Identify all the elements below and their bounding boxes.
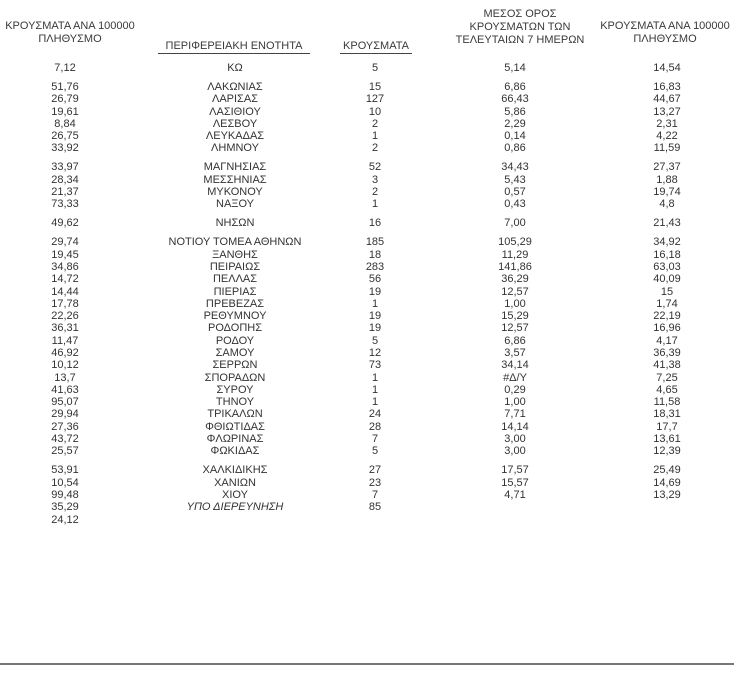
table-row <box>0 198 734 210</box>
cell-cases-per-100k-right: 4,17 <box>656 334 678 347</box>
table-row <box>0 217 734 229</box>
cell-regional-unit: ΣΑΜΟΥ <box>215 346 255 359</box>
cell-7day-average: 105,29 <box>498 236 532 249</box>
cell-cases-per-100k-left: 8,84 <box>54 117 76 130</box>
cell-cases-per-100k-left: 53,91 <box>51 464 79 477</box>
table-row <box>0 174 734 186</box>
cell-cases-per-100k-right: 4,8 <box>659 198 675 211</box>
cell-cases-per-100k-left: 22,26 <box>51 310 79 323</box>
cell-cases: 1 <box>371 130 379 143</box>
cell-cases-per-100k-right: 27,37 <box>653 161 681 174</box>
cell-regional-unit: ΝΟΤΙΟΥ ΤΟΜΕΑ ΑΘΗΝΩΝ <box>168 236 302 249</box>
cell-7day-average: 5,86 <box>504 105 526 118</box>
row-spacer <box>0 458 734 465</box>
cell-cases-per-100k-left: 14,44 <box>51 285 79 298</box>
cell-cases-per-100k-left: 26,79 <box>51 93 79 106</box>
cell-7day-average: 11,29 <box>501 248 529 261</box>
table-row <box>0 273 734 285</box>
cell-cases-per-100k-left: 95,07 <box>51 396 79 409</box>
cell-cases: 19 <box>368 322 382 335</box>
cell-cases: 15 <box>368 80 382 93</box>
cell-cases: 127 <box>365 93 385 106</box>
cell-cases: 5 <box>371 62 379 74</box>
cell-cases-per-100k-left: 46,92 <box>51 346 79 359</box>
cell-cases-per-100k-right: 41,38 <box>653 359 681 372</box>
cell-cases: 16 <box>368 217 382 230</box>
cell-cases-per-100k-right: 34,92 <box>653 236 681 249</box>
cell-cases-per-100k-right: 1,74 <box>656 297 678 310</box>
bottom-divider <box>0 663 734 665</box>
cell-7day-average: 15,57 <box>501 476 529 489</box>
header-cases-per-100k-left-text: ΚΡΟΥΣΜΑΤΑ ΑΝΑ 100000 ΠΛΗΘΥΣΜΟ <box>5 20 135 45</box>
cell-7day-average: 3,00 <box>504 445 526 458</box>
cell-regional-unit: ΛΕΥΚΑΔΑΣ <box>205 130 265 143</box>
cell-regional-unit: ΦΩΚΙΔΑΣ <box>210 445 260 458</box>
cell-7day-average: 66,43 <box>501 93 529 106</box>
cell-cases-per-100k-right: 40,09 <box>653 273 681 286</box>
cell-regional-unit: ΤΡΙΚΑΛΩΝ <box>207 408 263 421</box>
cell-cases: 10 <box>368 105 382 118</box>
cell-cases-per-100k-right: 12,39 <box>653 445 681 458</box>
table-row <box>0 372 734 384</box>
cell-cases-per-100k-right: 4,22 <box>656 130 678 143</box>
header-cases: ΚΡΟΥΣΜΑΤΑ <box>340 40 412 54</box>
cell-7day-average: 36,29 <box>501 273 529 286</box>
table-row <box>0 347 734 359</box>
table-row <box>0 359 734 371</box>
cell-cases-per-100k-right: 1,88 <box>656 173 678 186</box>
data-table <box>0 62 734 526</box>
cell-cases: 1 <box>371 396 379 409</box>
cell-cases-per-100k-right: 2,31 <box>656 117 678 130</box>
table-row <box>0 142 734 154</box>
row-spacer <box>0 211 734 218</box>
cell-cases-per-100k-right: 14,69 <box>653 476 681 489</box>
cell-cases-per-100k-right: 11,58 <box>653 396 681 409</box>
table-row <box>0 118 734 130</box>
cell-cases-per-100k-left: 19,61 <box>51 105 79 118</box>
table-row <box>0 384 734 396</box>
cell-regional-unit: ΚΩ <box>227 62 243 74</box>
cell-cases-per-100k-left: 10,12 <box>51 359 79 372</box>
cell-cases-per-100k-left: 41,63 <box>51 383 79 396</box>
cell-cases: 7 <box>371 433 379 446</box>
row-spacer <box>0 230 734 237</box>
cell-7day-average: 1,00 <box>504 396 526 409</box>
table-row <box>0 310 734 322</box>
table-row <box>0 445 734 457</box>
cell-regional-unit: ΛΗΜΝΟΥ <box>211 142 259 155</box>
cell-cases-per-100k-left: 17,78 <box>51 297 79 310</box>
cell-7day-average: 12,57 <box>501 322 529 335</box>
cell-cases-per-100k-right: 16,83 <box>653 80 681 93</box>
cell-7day-average: 34,43 <box>501 161 529 174</box>
cell-regional-unit: ΧΙΟΥ <box>222 488 248 501</box>
cell-regional-unit: ΛΑΡΙΣΑΣ <box>211 93 258 106</box>
cell-7day-average: 141,86 <box>498 260 532 273</box>
cell-7day-average: 4,71 <box>504 488 526 501</box>
cell-cases-per-100k-left: 33,97 <box>51 161 79 174</box>
row-spacer <box>0 74 734 81</box>
cell-cases-per-100k-left: 29,94 <box>51 408 79 421</box>
cell-cases-per-100k-left: 11,47 <box>51 334 79 347</box>
cell-cases-per-100k-right: 63,03 <box>653 260 681 273</box>
table-row <box>0 322 734 334</box>
cell-cases: 283 <box>365 260 385 273</box>
cell-cases: 56 <box>368 273 382 286</box>
cell-cases-per-100k-right: 13,27 <box>653 105 681 118</box>
cell-regional-unit: ΠΕΙΡΑΙΩΣ <box>209 260 261 273</box>
header-regional-unit: ΠΕΡΙΦΕΡΕΙΑΚΗ ΕΝΟΤΗΤΑ <box>158 40 310 54</box>
cell-cases: 3 <box>371 173 379 186</box>
cell-7day-average: 1,00 <box>504 297 526 310</box>
table-row <box>0 477 734 489</box>
cell-cases: 19 <box>368 285 382 298</box>
cell-7day-average: 5,14 <box>504 62 526 74</box>
cell-cases: 1 <box>371 198 379 211</box>
cell-regional-unit: ΞΑΝΘΗΣ <box>212 248 258 261</box>
header-7day-average: ΜΕΣΟΣ ΟΡΟΣ ΚΡΟΥΣΜΑΤΩΝ ΤΩΝ ΤΕΛΕΥΤΑΙΩΝ 7 ΗΜΕΡΩΝ <box>455 8 585 46</box>
cell-cases: 27 <box>368 464 382 477</box>
cell-cases-per-100k-left: 19,45 <box>51 248 79 261</box>
table-row <box>0 161 734 173</box>
cell-cases-per-100k-left: 27,36 <box>51 420 79 433</box>
cell-cases: 24 <box>368 408 382 421</box>
cell-cases: 23 <box>368 476 382 489</box>
cell-regional-unit: ΣΕΡΡΩΝ <box>212 359 258 372</box>
table-row <box>0 81 734 93</box>
table-row <box>0 62 734 74</box>
cell-cases-per-100k-left: 21,37 <box>51 186 79 199</box>
cell-cases-per-100k-right: 17,7 <box>656 420 678 433</box>
cell-cases: 12 <box>368 346 382 359</box>
cell-cases-per-100k-right: 13,29 <box>653 488 681 501</box>
cell-cases-per-100k-right: 22,19 <box>653 310 681 323</box>
cell-regional-unit: ΧΑΝΙΩΝ <box>214 476 256 489</box>
cell-regional-unit: ΠΙΕΡΙΑΣ <box>213 285 257 298</box>
cell-cases: 18 <box>368 248 382 261</box>
cell-cases: 1 <box>371 383 379 396</box>
cell-cases-per-100k-right: 13,61 <box>653 433 681 446</box>
cell-regional-unit: ΠΡΕΒΕΖΑΣ <box>205 297 265 310</box>
cell-7day-average: 3,57 <box>504 346 526 359</box>
cell-7day-average: 12,57 <box>501 285 529 298</box>
cell-cases: 85 <box>368 501 382 514</box>
cell-cases: 19 <box>368 310 382 323</box>
table-row <box>0 186 734 198</box>
table-row <box>0 298 734 310</box>
cell-cases-per-100k-right: 19,74 <box>653 186 681 199</box>
table-row <box>0 335 734 347</box>
cell-cases-per-100k-left: 35,29 <box>51 501 79 514</box>
table-row <box>0 396 734 408</box>
table-row <box>0 261 734 273</box>
table-row <box>0 236 734 248</box>
table-row <box>0 514 734 526</box>
cell-cases: 5 <box>371 445 379 458</box>
cell-7day-average: 5,43 <box>504 173 526 186</box>
cell-cases-per-100k-left: 13,7 <box>54 371 76 384</box>
cell-cases: 52 <box>368 161 382 174</box>
cell-cases-per-100k-left: 7,12 <box>54 62 76 74</box>
cell-cases-per-100k-right: 4,65 <box>656 383 678 396</box>
cell-cases-per-100k-right: 7,25 <box>656 371 678 384</box>
cell-cases-per-100k-right: 14,54 <box>653 62 681 74</box>
cell-regional-unit: ΡΕΘΥΜΝΟΥ <box>203 310 267 323</box>
cell-cases-per-100k-left: 43,72 <box>51 433 79 446</box>
table-row <box>0 286 734 298</box>
cell-7day-average: 17,57 <box>501 464 529 477</box>
cell-cases-per-100k-right: 21,43 <box>653 217 681 230</box>
cell-7day-average: 0,29 <box>504 383 526 396</box>
table-row <box>0 130 734 142</box>
row-spacer <box>0 155 734 162</box>
cell-cases-per-100k-left: 51,76 <box>51 80 79 93</box>
cell-regional-unit: ΣΥΡΟΥ <box>216 383 254 396</box>
cell-regional-unit: ΣΠΟΡΑΔΩΝ <box>204 371 266 384</box>
cell-cases-per-100k-left: 99,48 <box>51 488 79 501</box>
cell-7day-average: 0,43 <box>504 198 526 211</box>
cell-7day-average: 34,14 <box>501 359 529 372</box>
cell-regional-unit: ΛΑΚΩΝΙΑΣ <box>207 80 263 93</box>
table-row <box>0 408 734 420</box>
cell-regional-unit: ΜΑΓΝΗΣΙΑΣ <box>203 161 267 174</box>
table-row <box>0 249 734 261</box>
cell-cases-per-100k-left: 25,57 <box>51 445 79 458</box>
cell-regional-unit: ΤΗΝΟΥ <box>215 396 255 409</box>
cell-cases: 5 <box>371 334 379 347</box>
cell-regional-unit: ΛΑΣΙΘΙΟΥ <box>209 105 261 118</box>
cell-cases-per-100k-left: 73,33 <box>51 198 79 211</box>
cell-cases-per-100k-right: 36,39 <box>653 346 681 359</box>
cell-cases: 7 <box>371 488 379 501</box>
cell-regional-unit: ΠΕΛΛΑΣ <box>212 273 258 286</box>
cell-regional-unit: ΝΗΣΩΝ <box>215 217 255 230</box>
cell-cases-per-100k-left: 49,62 <box>51 217 79 230</box>
table-row <box>0 93 734 105</box>
table-row <box>0 501 734 513</box>
cell-regional-unit: ΛΕΣΒΟΥ <box>212 117 258 130</box>
cell-7day-average: 7,71 <box>504 408 526 421</box>
cell-7day-average: 15,29 <box>501 310 529 323</box>
cell-7day-average: 2,29 <box>504 117 526 130</box>
cell-cases-per-100k-left: 28,34 <box>51 173 79 186</box>
cell-cases-per-100k-left: 34,86 <box>51 260 79 273</box>
cell-7day-average: 6,86 <box>504 80 526 93</box>
cell-cases-per-100k-right: 15 <box>660 285 674 298</box>
cell-regional-unit: ΝΑΞΟΥ <box>216 198 254 211</box>
cell-cases-per-100k-left: 10,54 <box>51 476 79 489</box>
cell-cases: 1 <box>371 371 379 384</box>
cell-7day-average: 7,00 <box>504 217 526 230</box>
table-row <box>0 489 734 501</box>
cell-regional-unit: ΥΠΟ ΔΙΕΡΕΥΝΗΣΗ <box>186 501 284 514</box>
cell-cases-per-100k-left: 24,12 <box>51 513 79 526</box>
cell-cases-per-100k-left: 29,74 <box>51 236 79 249</box>
header-cases-per-100k-left <box>0 20 140 46</box>
cell-regional-unit: ΧΑΛΚΙΔΙΚΗΣ <box>202 464 268 477</box>
cell-regional-unit: ΜΕΣΣΗΝΙΑΣ <box>203 173 267 186</box>
cell-cases-per-100k-right: 16,18 <box>653 248 681 261</box>
cell-cases: 2 <box>371 117 379 130</box>
table-row <box>0 106 734 118</box>
cell-cases: 2 <box>371 142 379 155</box>
cell-cases: 185 <box>365 236 385 249</box>
cell-cases: 1 <box>371 297 379 310</box>
header-cases-per-100k-right: ΚΡΟΥΣΜΑΤΑ ΑΝΑ 100000 ΠΛΗΘΥΣΜΟ <box>600 20 730 45</box>
cell-regional-unit: ΡΟΔΟΠΗΣ <box>207 322 263 335</box>
cell-regional-unit: ΦΘΙΩΤΙΔΑΣ <box>205 420 265 433</box>
cell-cases-per-100k-left: 36,31 <box>51 322 79 335</box>
cell-7day-average: 0,86 <box>504 142 526 155</box>
cell-7day-average: 3,00 <box>504 433 526 446</box>
cell-regional-unit: ΡΟΔΟΥ <box>215 334 255 347</box>
cell-cases-per-100k-left: 14,72 <box>51 273 79 286</box>
cell-7day-average: 14,14 <box>501 420 529 433</box>
cell-regional-unit: ΜΥΚΟΝΟΥ <box>207 186 263 199</box>
cell-cases: 28 <box>368 420 382 433</box>
cell-cases-per-100k-left: 26,75 <box>51 130 79 143</box>
table-row <box>0 464 734 476</box>
table-row <box>0 421 734 433</box>
cell-cases-per-100k-right: 44,67 <box>653 93 681 106</box>
cell-7day-average: 0,14 <box>504 130 526 143</box>
cell-7day-average: 6,86 <box>504 334 526 347</box>
cell-cases-per-100k-right: 18,31 <box>653 408 681 421</box>
cell-cases: 73 <box>368 359 382 372</box>
cell-cases-per-100k-right: 11,59 <box>653 142 681 155</box>
cell-cases-per-100k-right: 25,49 <box>653 464 681 477</box>
cell-cases: 2 <box>371 186 379 199</box>
table-row <box>0 433 734 445</box>
cell-7day-average: #Δ/Υ <box>503 371 527 384</box>
cell-regional-unit: ΦΛΩΡΙΝΑΣ <box>206 433 264 446</box>
cell-7day-average: 0,57 <box>504 186 526 199</box>
cell-cases-per-100k-right: 16,96 <box>653 322 681 335</box>
cell-cases-per-100k-left: 33,92 <box>51 142 79 155</box>
